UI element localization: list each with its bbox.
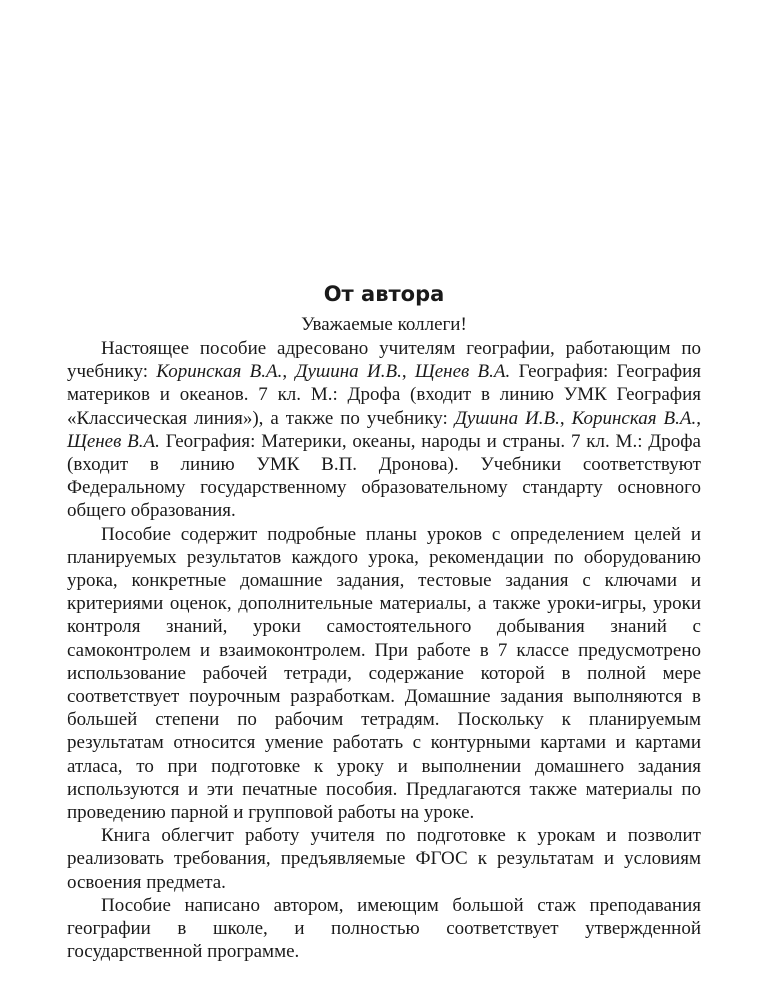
paragraph-contents: Пособие содержит подробные планы уроков с определением целей и планируемых результатов каждого урока, рекомендации по оборудованию урока, конкретные домашние задания, тестовые задания с ключами и критериями оценок, дополнительные материалы, а также уроки-игры, уроки контроля знаний, уроки самостоятельного добывания знаний с самоконтролем и взаимоконтролем. При работе в 7 классе предусмотрено использование рабочей тетради, содержание которой в полной мере соответствует поурочным разработкам. Домашние задания выполняются в большей степени по рабочим тетрадям. Поскольку к планируемым результатам относится умение работать с контурными картами и картами атласа, то при подготовке к уроку и выполнении домашнего задания используются и эти печатные пособия. Предлагаются также материалы по проведению парной и групповой работы на уроке. (67, 523, 701, 824)
page-content (67, 280, 701, 963)
author-name: Щенев В.А. (414, 361, 511, 383)
separator: , (559, 407, 572, 429)
paragraph-benefits: Книга облегчит работу учителя по подготовке к урокам и позволит реализовать требования, предъявляемые ФГОС к результатам и условиям освоения предмета. (67, 825, 701, 893)
intro-text-3: География: Материки, океаны, народы и страны. 7 кл. М.: Дрофа (входит в линию УМК В.П. Дронова). Учебники соответствуют Федеральному государственному образовательному стандарту основного общего образования. (67, 430, 701, 522)
separator: , (696, 407, 701, 429)
author-name: Щенев В.А. (67, 430, 160, 452)
page-title: От автора (323, 282, 445, 306)
intro-text-1: Настоящее пособие адресовано учителям географии, работающим по учебнику: (67, 338, 701, 383)
paragraph-author: Пособие написано автором, имеющим большой стаж преподавания географии в школе, и полностью соответствует утвержденной государственной программе. (67, 894, 701, 963)
author-name: Душина И.В. (454, 407, 560, 429)
greeting: Уважаемые коллеги! (301, 314, 467, 335)
author-name: Коринская В.А. (156, 361, 283, 383)
separator: , (282, 361, 296, 383)
author-name: Коринская В.А. (571, 407, 697, 429)
intro-text-2: География: География материков и океанов. 7 кл. М.: Дрофа (входит в линию УМК География «Классическая линия»), а также по учебнику: (67, 361, 702, 429)
author-name: Душина И.В. (295, 361, 402, 383)
paragraph-intro (67, 337, 701, 523)
separator: , (401, 361, 415, 383)
